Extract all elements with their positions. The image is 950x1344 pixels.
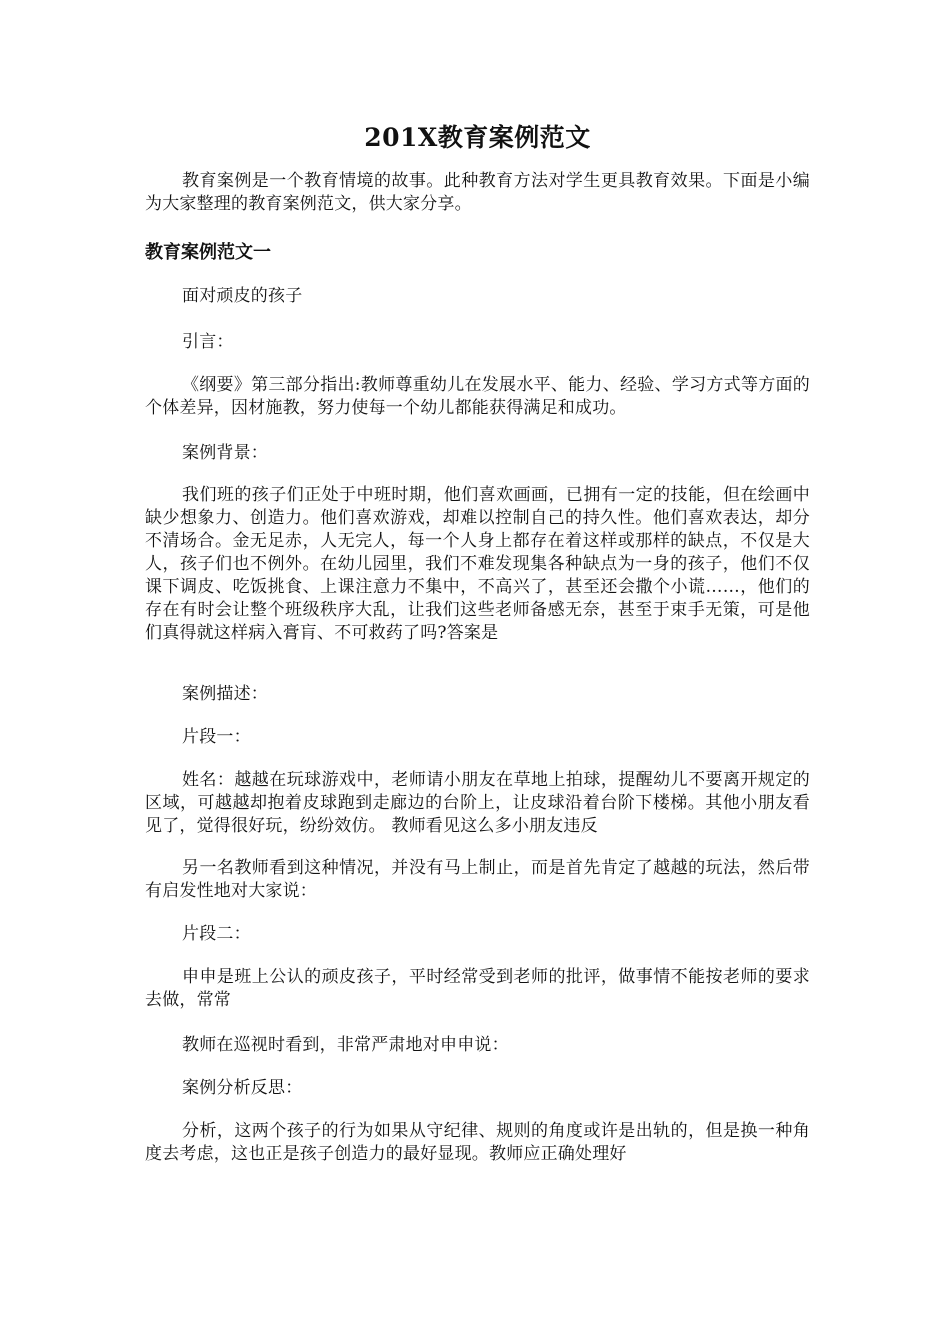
section-heading: 教育案例范文一 <box>145 242 271 263</box>
paragraph-fragment-one-label: 片段一： <box>182 727 251 747</box>
paragraph-fragment-one: 姓名：越越在玩球游戏中，老师请小朋友在草地上拍球，提醒幼儿不要离开规定的区域，可越越却抱着皮球跑到走廊边的台阶上，让皮球沿着台阶下楼梯。其他小朋友看见了，觉得很好玩，纷纷效仿。 教师看见这么多小朋友违反 <box>145 770 810 836</box>
paragraph-fragment-two-label: 片段二： <box>182 924 251 944</box>
paragraph-background: 我们班的孩子们正处于中班时期，他们喜欢画画，已拥有一定的技能，但在绘画中缺少想象力、创造力。他们喜欢游戏，却难以控制自己的持久性。他们喜欢表达，却分不清场合。金无足赤，人无完人，每一个人身上都存在着这样或那样的缺点，不仅是大人，孩子们也不例外。在幼儿园里，我们不难发现集各种缺点为一身的孩子，他们不仅课下调皮、吃饭挑食、上课注意力不集中，不高兴了，甚至还会撒个小谎……，他们的存在有时会让整个班级秩序大乱，让我们这些老师备感无奈，甚至于束手无策，可是他们真得就这样病入膏肓、不可救药了吗?答案是 <box>145 485 810 643</box>
paragraph-preface: 《纲要》第三部分指出:教师尊重幼儿在发展水平、能力、经验、学习方式等方面的个体差异，因材施教，努力使每一个幼儿都能获得满足和成功。 <box>145 375 810 418</box>
paragraph-preface-label: 引言： <box>182 332 234 352</box>
paragraph-description-label: 案例描述： <box>182 684 268 704</box>
paragraph-teacher-response: 另一名教师看到这种情况，并没有马上制止，而是首先肯定了越越的玩法，然后带有启发性地对大家说： <box>145 858 810 901</box>
paragraph-teacher-says: 教师在巡视时看到，非常严肃地对申申说： <box>182 1035 509 1055</box>
paragraph-fragment-two: 申申是班上公认的顽皮孩子，平时经常受到老师的批评，做事情不能按老师的要求去做，常常 <box>145 967 810 1010</box>
paragraph-analysis: 分析，这两个孩子的行为如果从守纪律、规则的角度或许是出轨的，但是换一种角度去考虑，这也正是孩子创造力的最好显现。教师应正确处理好 <box>145 1121 810 1164</box>
intro-paragraph: 教育案例是一个教育情境的故事。此种教育方法对学生更具教育效果。下面是小编为大家整理的教育案例范文，供大家分享。 <box>145 171 810 214</box>
paragraph-analysis-label: 案例分析反思： <box>182 1078 303 1098</box>
paragraph-background-label: 案例背景： <box>182 443 268 463</box>
document-title: 201X教育案例范文 <box>364 123 591 152</box>
paragraph-subtitle: 面对顽皮的孩子 <box>182 286 303 306</box>
